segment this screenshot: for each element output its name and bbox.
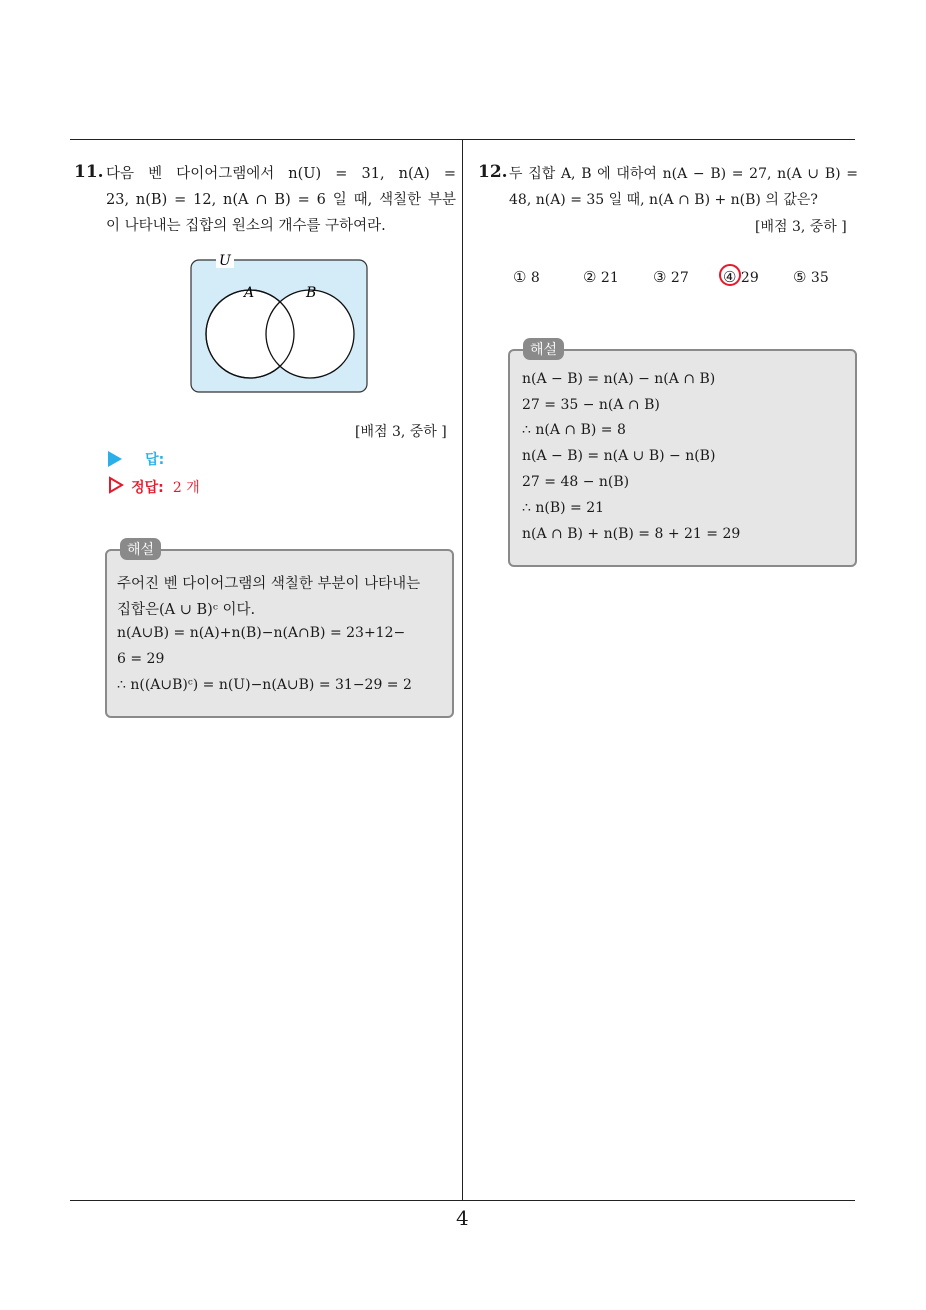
correct-marker-icon xyxy=(108,476,124,498)
solution-line: n(A ∩ B) + n(B) = 8 + 21 = 29 xyxy=(522,526,741,542)
u-label: U xyxy=(219,253,231,269)
solution-line: 주어진 벤 다이어그램의 색칠한 부분이 나타내는 xyxy=(117,576,421,592)
b-label: B xyxy=(306,285,317,301)
option-5[interactable] xyxy=(793,268,829,286)
page-number: 4 xyxy=(456,1206,469,1230)
solution-line: n(A − B) = n(A) − n(A ∩ B) xyxy=(522,371,716,387)
option-1[interactable] xyxy=(513,268,540,286)
correct-answer-value: 2 개 xyxy=(172,480,200,496)
option-mark: ④ xyxy=(723,268,737,286)
option-2[interactable] xyxy=(583,268,619,286)
answer-marker-icon xyxy=(108,451,122,467)
question-text-line: 다음 벤 다이어그램에서 n(U) = 31, n(A) = xyxy=(106,166,456,182)
option-mark: ② xyxy=(583,268,597,286)
set-b-circle xyxy=(266,290,354,378)
option-value: 29 xyxy=(740,270,759,286)
solution-line: 27 = 35 − n(A ∩ B) xyxy=(522,397,660,413)
question-number: 11. xyxy=(74,162,104,182)
solution-line: 집합은(A ∪ B)ᶜ 이다. xyxy=(117,602,256,618)
answer-row xyxy=(108,448,164,469)
solution-tag: 해설 xyxy=(120,538,161,560)
option-mark: ③ xyxy=(653,268,667,286)
solution-line: n(A∪B) = n(A)+n(B)−n(A∩B) = 23+12− xyxy=(117,625,406,641)
option-value: 21 xyxy=(600,270,619,286)
solution-line: ∴ n(B) = 21 xyxy=(522,500,605,516)
points-label: [배점 3, 중하 ] xyxy=(755,219,847,235)
question-text-line: 23, n(B) = 12, n(A ∩ B) = 6 일 때, 색칠한 부분 xyxy=(106,192,456,208)
option-value: 35 xyxy=(810,270,829,286)
bottom-rule xyxy=(70,1200,855,1201)
column-divider xyxy=(462,139,463,1200)
solution-line: 6 = 29 xyxy=(117,651,165,667)
correct-answer-row xyxy=(108,476,200,498)
question-text-line: 두 집합 A, B 에 대하여 n(A − B) = 27, n(A ∪ B) = xyxy=(509,166,858,182)
answer-label: 답: xyxy=(145,451,165,468)
solution-line: ∴ n((A∪B)ᶜ) = n(U)−n(A∪B) = 31−29 = 2 xyxy=(117,677,412,693)
solution-line: ∴ n(A ∩ B) = 8 xyxy=(522,422,626,438)
solution-line: n(A − B) = n(A ∪ B) − n(B) xyxy=(522,448,716,464)
option-value: 27 xyxy=(670,270,689,286)
question-text-line: 48, n(A) = 35 일 때, n(A ∩ B) + n(B) 의 값은? xyxy=(509,192,818,208)
a-label: A xyxy=(244,285,255,301)
points-label: [배점 3, 중하 ] xyxy=(355,424,447,440)
solution-tag: 해설 xyxy=(523,338,564,360)
option-mark: ① xyxy=(513,268,527,286)
question-number: 12. xyxy=(478,162,508,182)
option-3[interactable] xyxy=(653,268,689,286)
question-text-line: 이 나타내는 집합의 원소의 개수를 구하여라. xyxy=(106,218,386,234)
solution-line: 27 = 48 − n(B) xyxy=(522,474,630,490)
option-value: 8 xyxy=(530,270,540,286)
venn-diagram xyxy=(188,250,372,396)
option-mark: ⑤ xyxy=(793,268,807,286)
selected-circle-icon xyxy=(719,264,741,286)
correct-answer-label: 정답: xyxy=(131,480,164,496)
